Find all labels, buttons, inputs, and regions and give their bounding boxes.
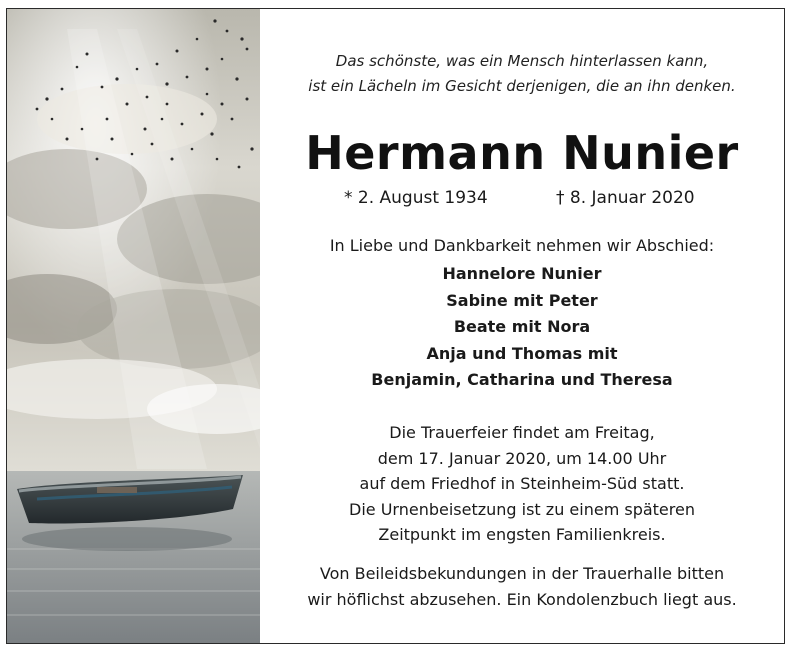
condolence-line: wir höflichst abzusehen. Ein Kondolenzbuch liegt aus. (307, 589, 737, 609)
farewell-intro: In Liebe und Dankbarkeit nehmen wir Abschied: (329, 236, 715, 255)
death-date: † 8. Januar 2020 (556, 188, 695, 208)
notice-text (260, 9, 784, 643)
mourners-list (260, 261, 784, 394)
service-line: auf dem Friedhof in Steinheim-Süd statt. (359, 474, 685, 493)
birth-date: * 2. August 1934 (344, 188, 488, 208)
mourner-line: Sabine mit Peter (446, 290, 598, 310)
service-line: dem 17. Januar 2020, um 14.00 Uhr (377, 448, 667, 468)
obituary-notice (6, 8, 785, 644)
deceased-name: Hermann Nunier (305, 126, 739, 180)
service-line: Die Trauerfeier findet am Freitag, (389, 423, 655, 442)
condolence-note (260, 561, 784, 612)
service-details (260, 420, 784, 548)
mourner-line: Benjamin, Catharina und Theresa (371, 370, 673, 389)
quote-line: ist ein Lächeln im Gesicht derjenigen, die an ihn denken. (308, 77, 736, 95)
quote-line: Das schönste, was ein Mensch hinterlassen kann, (335, 52, 709, 70)
memorial-quote (260, 49, 784, 99)
mourner-line: Hannelore Nunier (442, 264, 602, 283)
mourner-line: Beate mit Nora (453, 317, 591, 336)
condolence-line: Von Beileidsbekundungen in der Trauerhalle bitten (319, 564, 725, 583)
mourner-line: Anja und Thomas mit (426, 343, 618, 363)
service-line: Zeitpunkt im engsten Familienkreis. (378, 525, 666, 544)
service-line: Die Urnenbeisetzung ist zu einem späteren (349, 499, 695, 519)
boat-on-water-photo (7, 9, 260, 643)
boat-photo (7, 9, 260, 643)
